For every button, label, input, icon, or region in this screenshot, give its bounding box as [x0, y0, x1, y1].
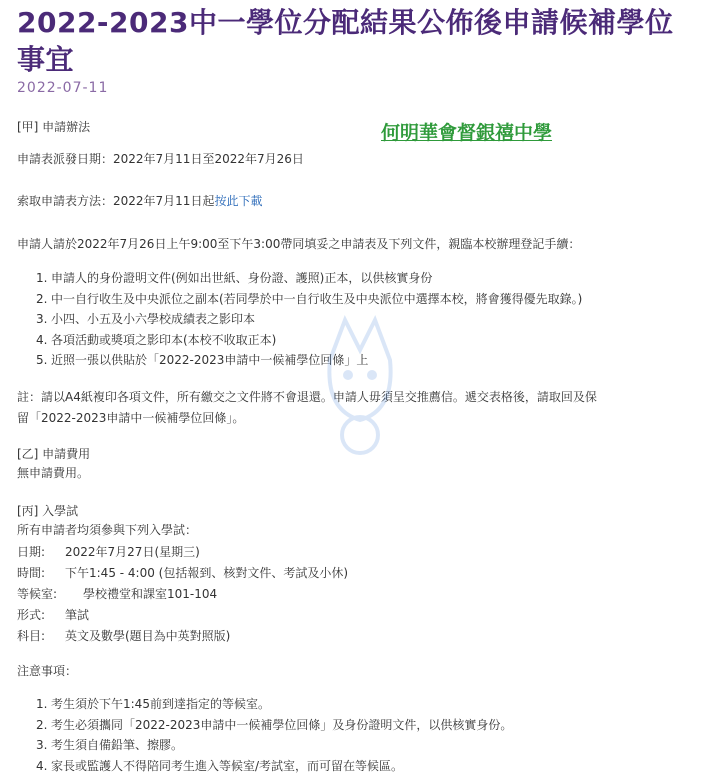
school-name-link[interactable]: 何明華會督銀禧中學 [381, 122, 553, 144]
publish-date: 2022-07-11 [17, 80, 109, 96]
exam-subject-row [17, 627, 230, 644]
waiting-room-label: 等候室: [17, 587, 58, 601]
list-item [36, 268, 582, 289]
exam-form-row [17, 606, 89, 623]
exam-subject-value: 英文及數學(題目為中英對照版) [65, 629, 231, 643]
list-item-number: 3. [36, 312, 48, 326]
exam-intro: 所有申請者均須參與下列入學試： [17, 523, 198, 537]
list-item [36, 694, 512, 715]
section-a-heading: [甲] 申請辦法 [17, 120, 91, 134]
section-b-heading: [乙] 申請費用 [17, 447, 91, 461]
list-item-number: 5. [36, 353, 48, 367]
page-title: 2022-2023中一學位分配結果公佈後申請候補學位事宜 [17, 6, 674, 76]
waiting-room-row [17, 585, 217, 602]
waiting-room-value: 學校禮堂和課室101-104 [83, 587, 218, 601]
list-item-text: 中一自行收生及中央派位之副本(若同學於中一自行收生及中央派位中選擇本校，將會獲得優先取錄。) [51, 291, 583, 306]
list-item-text: 申請人的身份證明文件(例如出世紙、身份證、護照)正本，以供核實身份 [51, 271, 433, 285]
list-item-text: 家長或監護人不得陪同考生進入等候室/考試室，而可留在等候區。 [51, 758, 404, 773]
obtain-method [17, 192, 262, 210]
list-item-number: 2. [36, 291, 48, 306]
exam-time-label: 時間: [17, 566, 46, 580]
section-c-heading: [丙] 入學試 [17, 504, 79, 518]
obtain-method-text: 索取申請表方法：2022年7月11日起 [17, 194, 215, 208]
notes-heading: 注意事項： [17, 664, 78, 678]
list-item-number: 2. [36, 717, 48, 732]
list-item-number: 1. [36, 271, 48, 285]
exam-date-label: 日期: [17, 545, 46, 559]
application-instruction: 申請人請於2022年7月26日上午9:00至下午3:00帶同填妥之申請表及下列文件，親臨本校辦理登記手續： [17, 237, 581, 251]
list-item-text: 考生必須攜同「2022-2023申請中一候補學位回條」及身份證明文件，以供核實身份。 [51, 717, 513, 732]
list-item-number: 1. [36, 697, 48, 711]
exam-date-value: 2022年7月27日(星期三) [65, 545, 200, 559]
list-item-number: 4. [36, 332, 48, 347]
list-item-text: 近照一張以供貼於「2022-2023申請中一候補學位回條」上 [51, 353, 369, 367]
note-line-1: 註：請以A4紙複印各項文件，所有繳交之文件將不會退還。申請人毋須呈交推薦信。遞交表格後，請取回及保 [17, 390, 597, 404]
list-item [36, 756, 512, 777]
list-item [36, 715, 512, 736]
distribution-period: 申請表派發日期：2022年7月11日至2022年7月26日 [17, 152, 304, 166]
list-item-number: 3. [36, 738, 48, 752]
list-item [36, 735, 512, 756]
exam-form-value: 筆試 [65, 608, 90, 622]
list-item-text: 考生須自備鉛筆、擦膠。 [51, 738, 184, 752]
exam-notes-list [36, 694, 512, 776]
exam-time-row [17, 564, 348, 581]
list-item-number: 4. [36, 758, 48, 773]
exam-subject-label: 科目: [17, 629, 46, 643]
exam-form-label: 形式: [17, 608, 46, 622]
watermark-logo-icon [300, 300, 420, 470]
exam-date-row [17, 543, 200, 560]
download-link[interactable]: 按此下載 [214, 194, 263, 208]
note-line-2: 留「2022-2023申請中一候補學位回條」。 [17, 411, 245, 425]
list-item-text: 考生須於下午1:45前到達指定的等候室。 [51, 697, 270, 711]
list-item-text: 各項活動或獎項之影印本(本校不收取正本) [51, 332, 277, 347]
exam-time-value: 下午1:45 - 4:00 (包括報到、核對文件、考試及小休) [65, 566, 349, 580]
fee-text: 無申請費用。 [17, 466, 90, 480]
list-item-text: 小四、小五及小六學校成績表之影印本 [51, 312, 256, 326]
